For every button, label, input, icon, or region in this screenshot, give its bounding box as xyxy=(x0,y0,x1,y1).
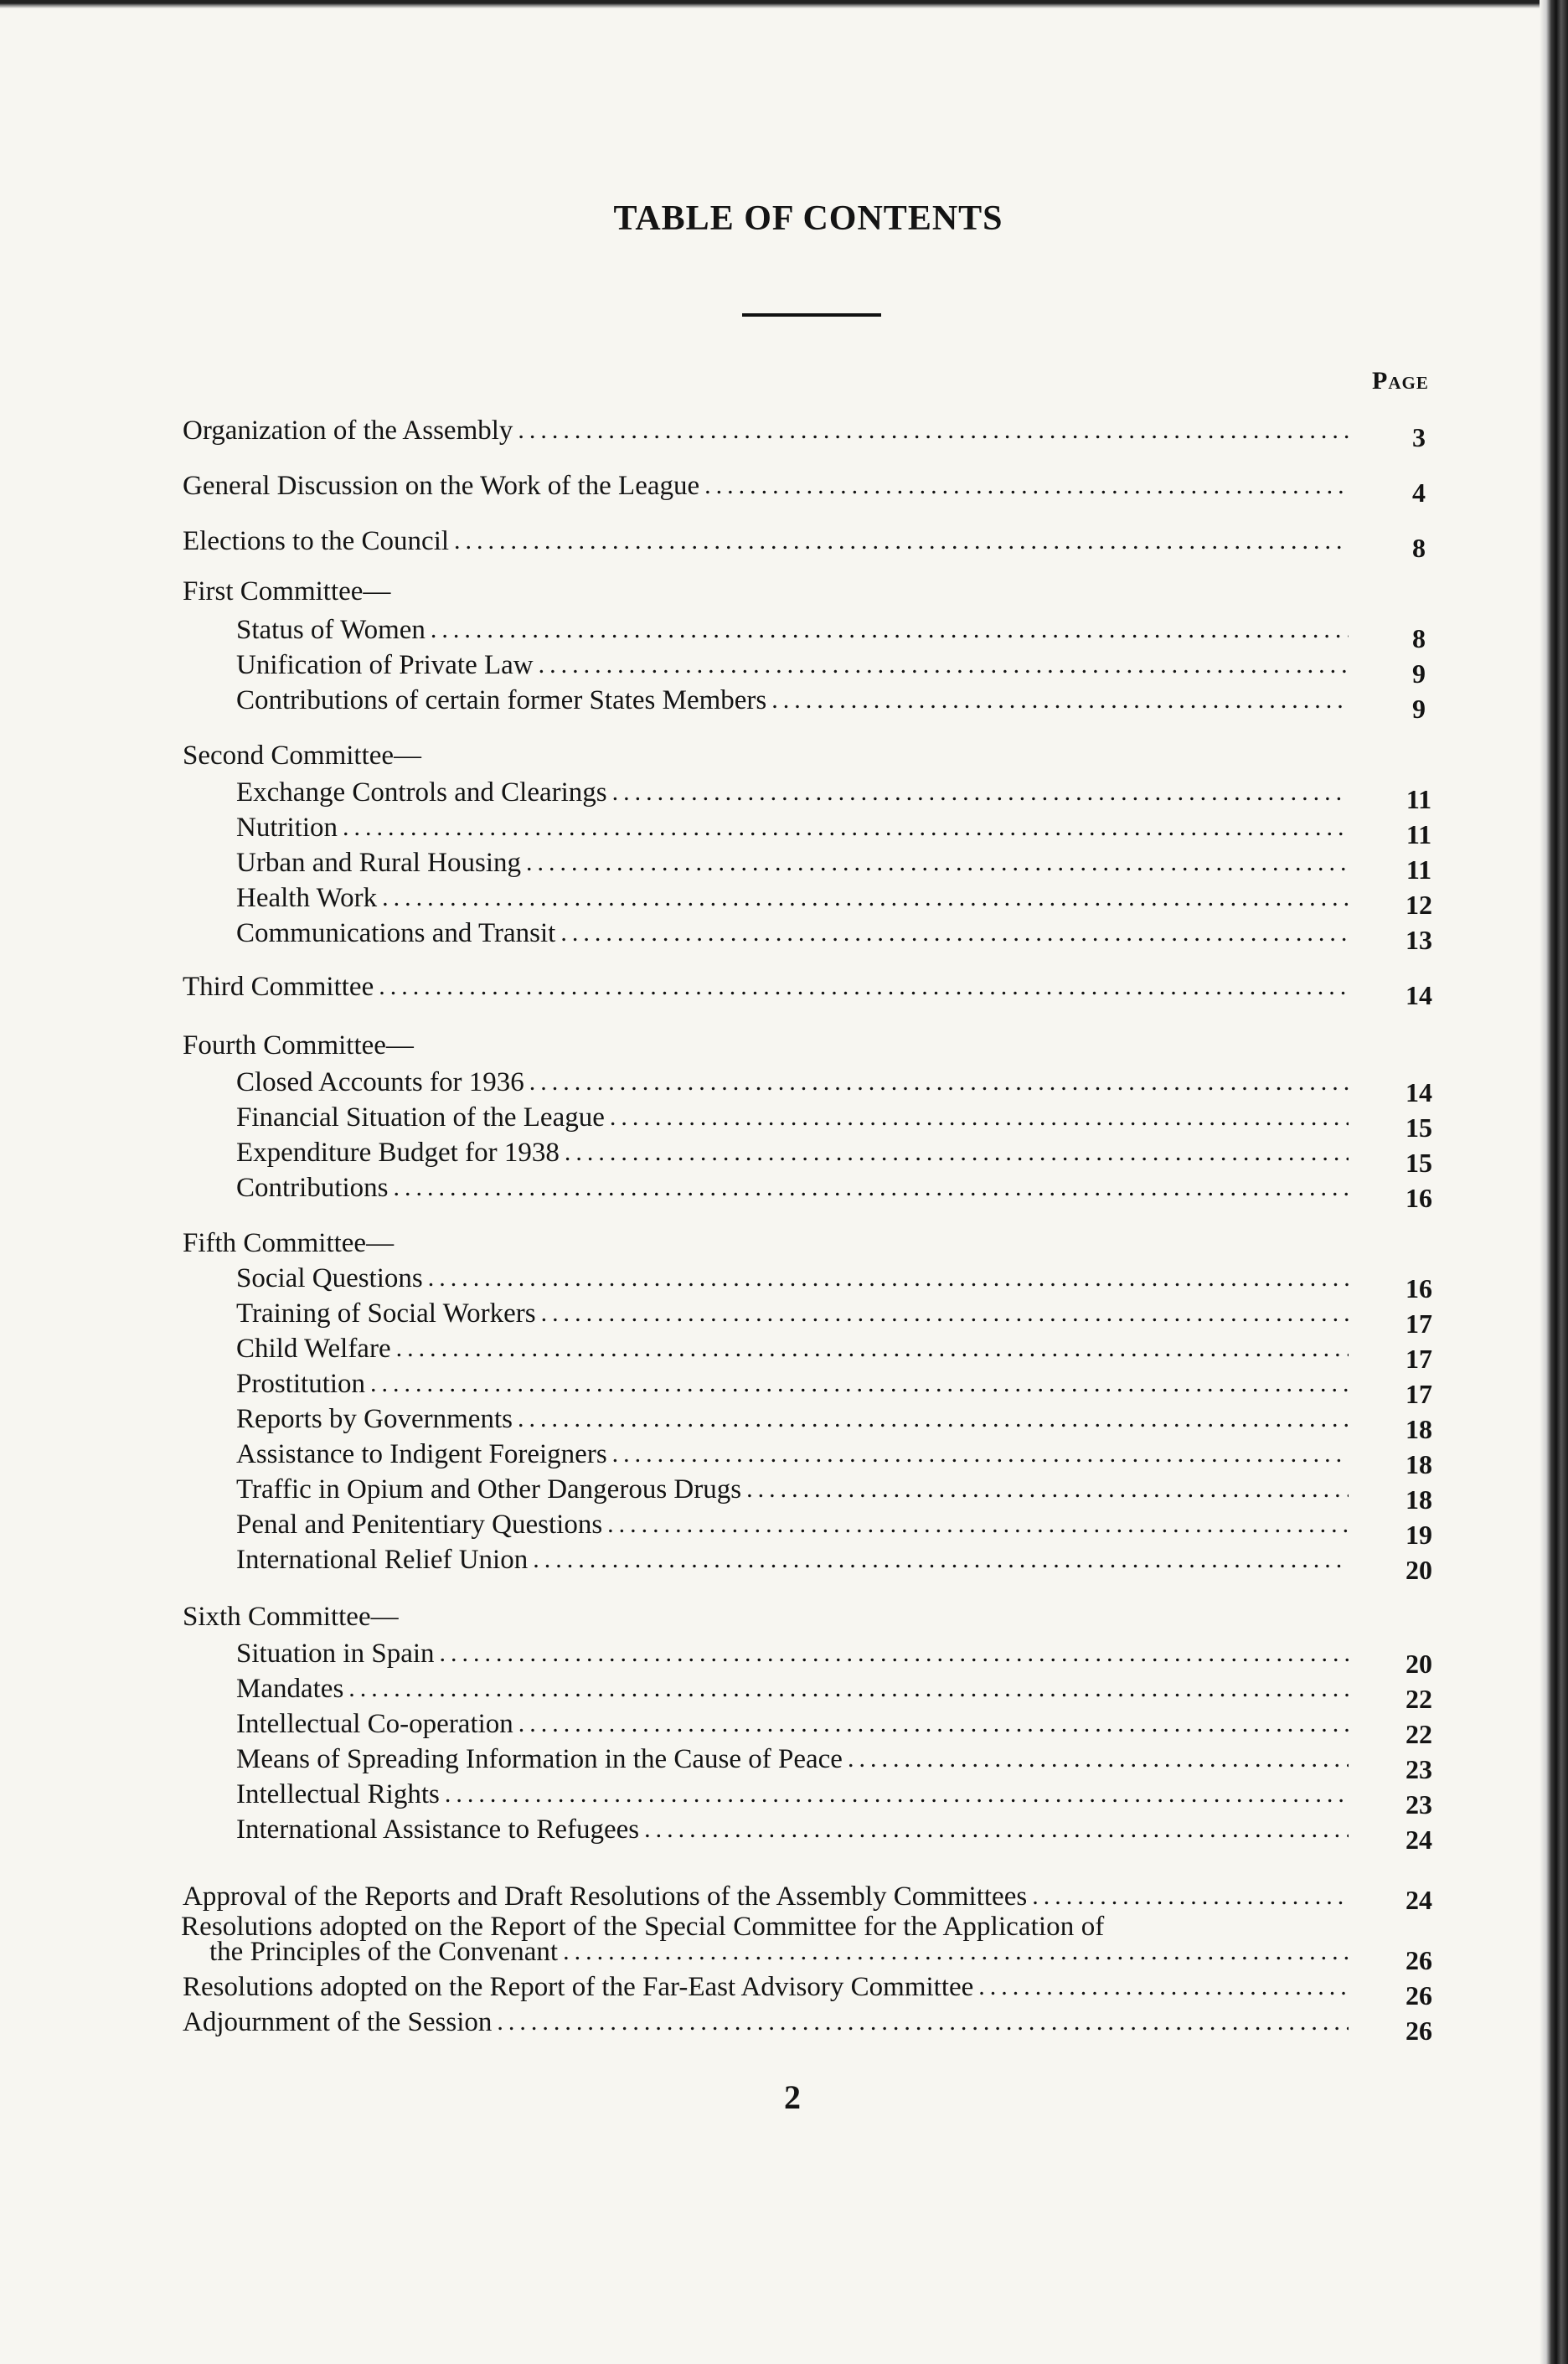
page-number: 9 xyxy=(1412,658,1426,689)
page-number: 16 xyxy=(1406,1273,1432,1303)
page-number: 20 xyxy=(1406,1649,1432,1679)
toc-entry[interactable]: Traffic in Opium and Other Dangerous Drugs ..... xyxy=(236,1466,1349,1506)
section-heading: Fourth Committee— xyxy=(183,1030,414,1061)
toc-entry[interactable]: International Relief Union ..... xyxy=(236,1536,1349,1577)
toc-entry[interactable]: General Discussion on the Work of the League ..... xyxy=(183,462,1349,503)
page-number: 12 xyxy=(1406,890,1432,920)
section-heading: Sixth Committee— xyxy=(183,1602,399,1632)
toc-entry[interactable]: Adjournment of the Session ..... xyxy=(183,1999,1349,2039)
page-number: 16 xyxy=(1406,1183,1432,1213)
page-number: 14 xyxy=(1406,1077,1432,1107)
toc-entry[interactable]: Reports by Governments ..... xyxy=(236,1396,1349,1436)
page-number: 15 xyxy=(1406,1112,1432,1143)
toc-entry[interactable]: Approval of the Reports and Draft Resolutions of the Assembly Committees ..... xyxy=(183,1873,1349,1913)
page-number: 17 xyxy=(1406,1308,1432,1339)
page-number: 8 xyxy=(1412,533,1426,563)
page-number: 17 xyxy=(1406,1379,1432,1409)
page-number: 11 xyxy=(1406,854,1432,885)
toc-entry[interactable]: Organization of the Assembly ..... xyxy=(183,407,1349,447)
page-number: 3 xyxy=(1412,422,1426,452)
toc-entry[interactable]: Unification of Private Law ..... xyxy=(236,642,1349,682)
page-column-header: Page xyxy=(1372,367,1429,395)
page-number: 17 xyxy=(1406,1344,1432,1374)
toc-entry[interactable]: Contributions ..... xyxy=(236,1164,1349,1205)
toc-entry[interactable]: Penal and Penitentiary Questions ..... xyxy=(236,1501,1349,1541)
page-number: 22 xyxy=(1406,1684,1432,1714)
toc-entry[interactable]: Mandates ..... xyxy=(236,1665,1349,1706)
toc-entry[interactable]: Prostitution ..... xyxy=(236,1360,1349,1401)
page-number: 22 xyxy=(1406,1719,1432,1749)
toc-entry[interactable]: Resolutions adopted on the Report of the Far-East Advisory Committee ..... xyxy=(183,1964,1349,2004)
toc-entry[interactable]: Assistance to Indigent Foreigners ..... xyxy=(236,1431,1349,1471)
page-number: 11 xyxy=(1406,819,1432,849)
page-number: 18 xyxy=(1406,1414,1432,1444)
page-number: 24 xyxy=(1406,1885,1432,1915)
toc-entry[interactable]: Third Committee ..... xyxy=(183,963,1349,1004)
page-number: 23 xyxy=(1406,1789,1432,1819)
toc-entry[interactable]: Health Work ..... xyxy=(236,875,1349,915)
toc-entry[interactable]: Situation in Spain ..... xyxy=(236,1630,1349,1670)
toc-entry[interactable]: Status of Women ..... xyxy=(236,606,1349,647)
toc-entry[interactable]: Means of Spreading Information in the Cause of Peace ..... xyxy=(236,1736,1349,1776)
page-number: 8 xyxy=(1412,623,1426,653)
page-number: 26 xyxy=(1406,1980,1432,2010)
page-number: 4 xyxy=(1412,477,1426,508)
toc-entry[interactable]: Social Questions ..... xyxy=(236,1255,1349,1295)
toc-entry[interactable]: Communications and Transit ..... xyxy=(236,910,1349,950)
toc-entry[interactable]: the Principles of the Convenant ..... xyxy=(209,1928,1349,1969)
toc-entry[interactable]: Expenditure Budget for 1938 ..... xyxy=(236,1129,1349,1169)
page-number: 20 xyxy=(1406,1555,1432,1585)
toc-entry[interactable]: Nutrition ..... xyxy=(236,804,1349,844)
page-number: 11 xyxy=(1406,784,1432,814)
page-number: 18 xyxy=(1406,1449,1432,1479)
toc-entry[interactable]: International Assistance to Refugees ..... xyxy=(236,1806,1349,1846)
page-number: 18 xyxy=(1406,1484,1432,1515)
page-folio: 2 xyxy=(784,2078,801,2116)
page-title: TABLE OF CONTENTS xyxy=(613,199,1003,238)
toc-entry[interactable]: Financial Situation of the League ..... xyxy=(236,1094,1349,1134)
page-number: 24 xyxy=(1406,1825,1432,1855)
toc-entry[interactable]: Closed Accounts for 1936 ..... xyxy=(236,1059,1349,1099)
toc-entry[interactable]: Exchange Controls and Clearings ..... xyxy=(236,769,1349,809)
section-heading: Second Committee— xyxy=(183,741,422,771)
page-number: 26 xyxy=(1406,1945,1432,1975)
toc-entry[interactable]: Intellectual Co-operation ..... xyxy=(236,1701,1349,1741)
page-number: 13 xyxy=(1406,925,1432,955)
toc-entry[interactable]: Urban and Rural Housing ..... xyxy=(236,839,1349,880)
section-heading: Fifth Committee— xyxy=(183,1228,395,1258)
section-heading: First Committee— xyxy=(183,576,391,606)
toc-entry[interactable]: Contributions of certain former States Members ..... xyxy=(236,677,1349,717)
page-number: 14 xyxy=(1406,980,1432,1010)
page-binding-edge xyxy=(1540,0,1568,2364)
toc-entry[interactable]: Training of Social Workers ..... xyxy=(236,1290,1349,1330)
toc-entry-line[interactable]: Resolutions adopted on the Report of the Special Committee for the Application of xyxy=(181,1912,1105,1942)
page-number: 23 xyxy=(1406,1754,1432,1784)
page-number: 26 xyxy=(1406,2016,1432,2046)
title-rule xyxy=(742,313,881,317)
toc-entry[interactable]: Elections to the Council ..... xyxy=(183,518,1349,558)
toc-entry[interactable]: Child Welfare ..... xyxy=(236,1325,1349,1365)
top-edge-line xyxy=(0,0,1541,8)
page-number: 15 xyxy=(1406,1148,1432,1178)
toc-entry[interactable]: Intellectual Rights ..... xyxy=(236,1771,1349,1811)
page-number: 19 xyxy=(1406,1520,1432,1550)
page-number: 9 xyxy=(1412,694,1426,724)
